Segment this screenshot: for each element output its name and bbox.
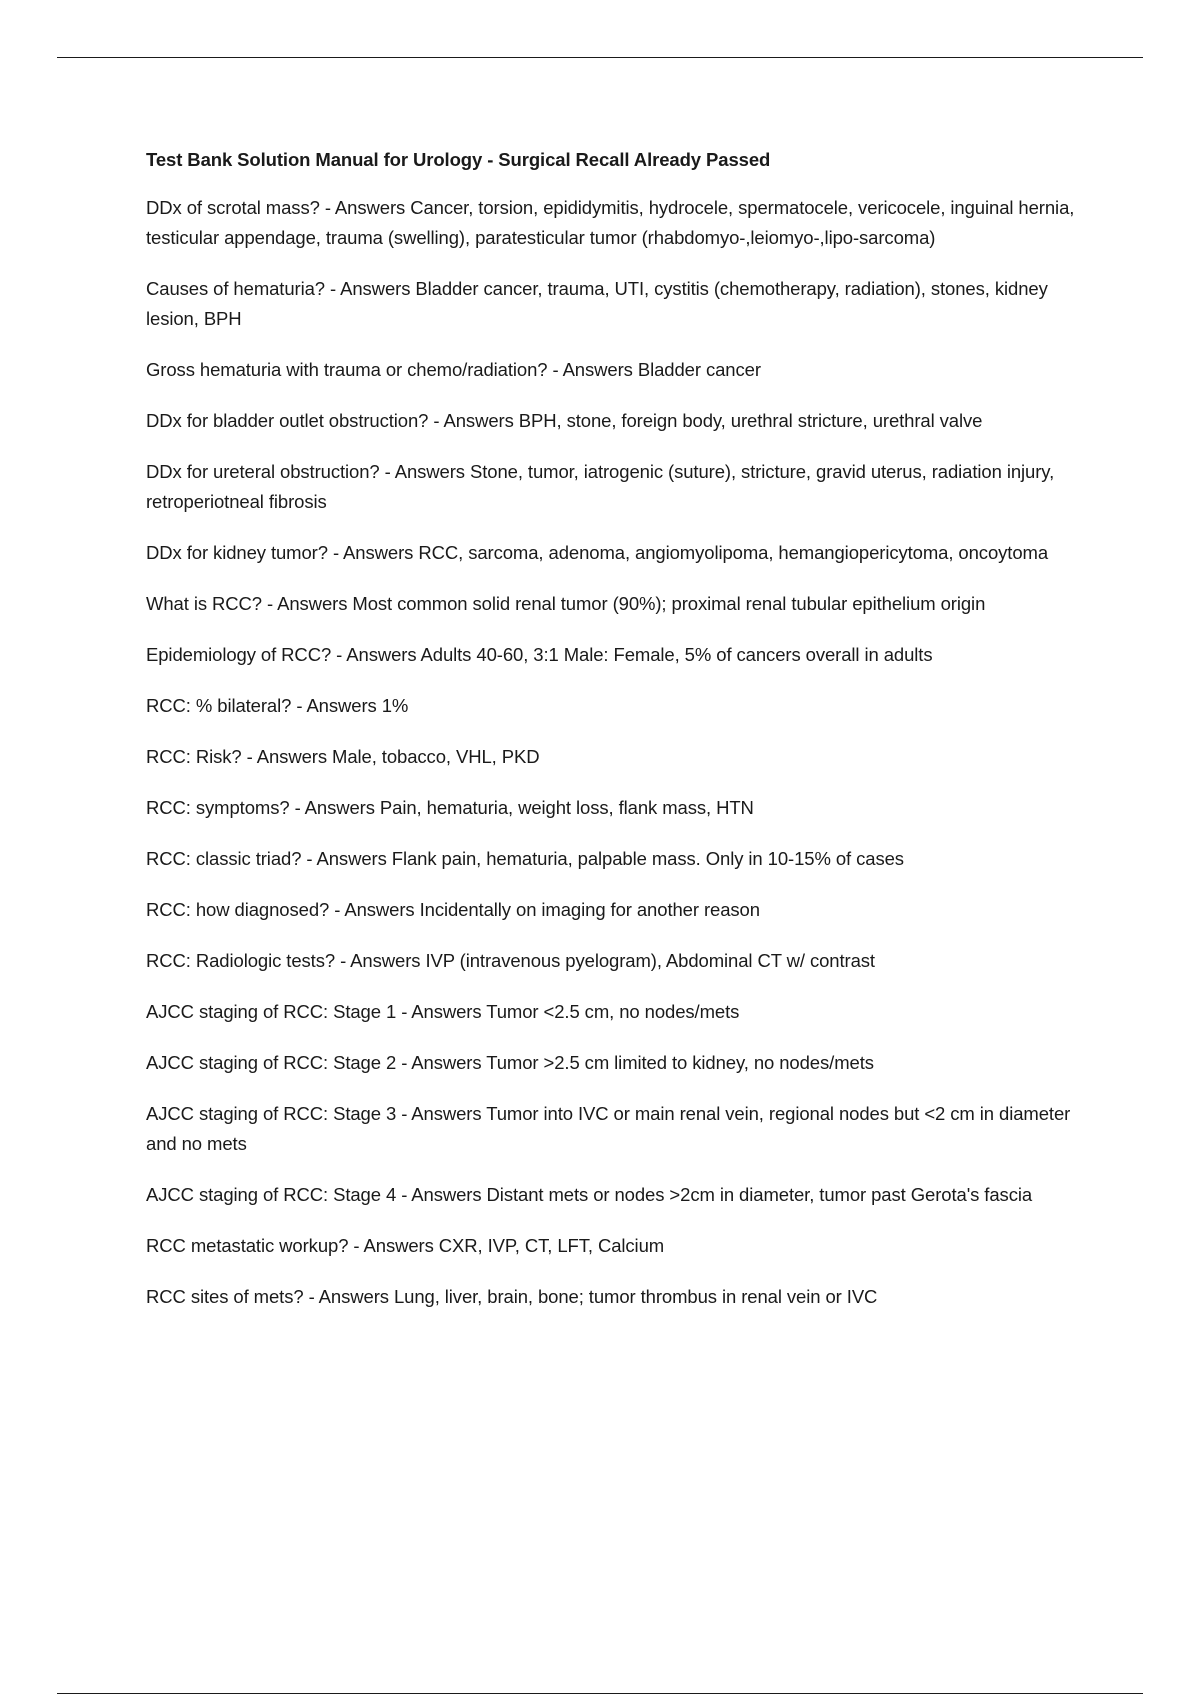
- qa-entry-10: RCC: Risk? - Answers Male, tobacco, VHL, PKD: [146, 746, 540, 767]
- qa-entry-13: RCC: how diagnosed? - Answers Incidentally on imaging for another reason: [146, 899, 760, 920]
- qa-entry-12: RCC: classic triad? - Answers Flank pain, hematuria, palpable mass. Only in 10-15% of cases: [146, 848, 904, 869]
- qa-entry-20: RCC sites of mets? - Answers Lung, liver, brain, bone; tumor thrombus in renal vein or IVC: [146, 1286, 878, 1307]
- qa-entry-9: RCC: % bilateral? - Answers 1%: [146, 695, 409, 716]
- qa-entry-1: DDx of scrotal mass? - Answers Cancer, torsion, epididymitis, hydrocele, spermatocele, vericocele, inguinal hernia, testicular appendage, trauma (swelling), paratesticular tumor (rhabdomyo-,leiomyo-,lipo-sarcoma): [146, 197, 1075, 248]
- page-content: [146, 145, 1091, 1333]
- qa-entry-7: What is RCC? - Answers Most common solid renal tumor (90%); proximal renal tubular epithelium origin: [146, 593, 986, 614]
- qa-entry-6: DDx for kidney tumor? - Answers RCC, sarcoma, adenoma, angiomyolipoma, hemangiopericytoma, oncoytoma: [146, 542, 1049, 563]
- qa-entry-8: Epidemiology of RCC? - Answers Adults 40-60, 3:1 Male: Female, 5% of cancers overall in adults: [146, 644, 933, 665]
- qa-entry-5: DDx for ureteral obstruction? - Answers Stone, tumor, iatrogenic (suture), stricture, gravid uterus, radiation injury, retroperiotneal fibrosis: [146, 461, 1055, 512]
- document-title: Test Bank Solution Manual for Urology - Surgical Recall Already Passed: [146, 149, 771, 170]
- footer-rule: [57, 1693, 1143, 1694]
- qa-entry-16: AJCC staging of RCC: Stage 2 - Answers Tumor >2.5 cm limited to kidney, no nodes/mets: [146, 1052, 874, 1073]
- qa-entry-17: AJCC staging of RCC: Stage 3 - Answers Tumor into IVC or main renal vein, regional nodes but <2 cm in diameter and no mets: [146, 1103, 1071, 1154]
- qa-entry-18: AJCC staging of RCC: Stage 4 - Answers Distant mets or nodes >2cm in diameter, tumor past Gerota's fascia: [146, 1184, 1033, 1205]
- qa-entry-4: DDx for bladder outlet obstruction? - Answers BPH, stone, foreign body, urethral stricture, urethral valve: [146, 410, 983, 431]
- qa-entry-19: RCC metastatic workup? - Answers CXR, IVP, CT, LFT, Calcium: [146, 1235, 665, 1256]
- header-rule: [57, 57, 1143, 58]
- qa-entry-14: RCC: Radiologic tests? - Answers IVP (intravenous pyelogram), Abdominal CT w/ contrast: [146, 950, 875, 971]
- qa-entry-11: RCC: symptoms? - Answers Pain, hematuria, weight loss, flank mass, HTN: [146, 797, 754, 818]
- qa-entry-2: Causes of hematuria? - Answers Bladder cancer, trauma, UTI, cystitis (chemotherapy, radiation), stones, kidney lesion, BPH: [146, 278, 1048, 329]
- qa-entry-15: AJCC staging of RCC: Stage 1 - Answers Tumor <2.5 cm, no nodes/mets: [146, 1001, 740, 1022]
- qa-entry-3: Gross hematuria with trauma or chemo/radiation? - Answers Bladder cancer: [146, 359, 761, 380]
